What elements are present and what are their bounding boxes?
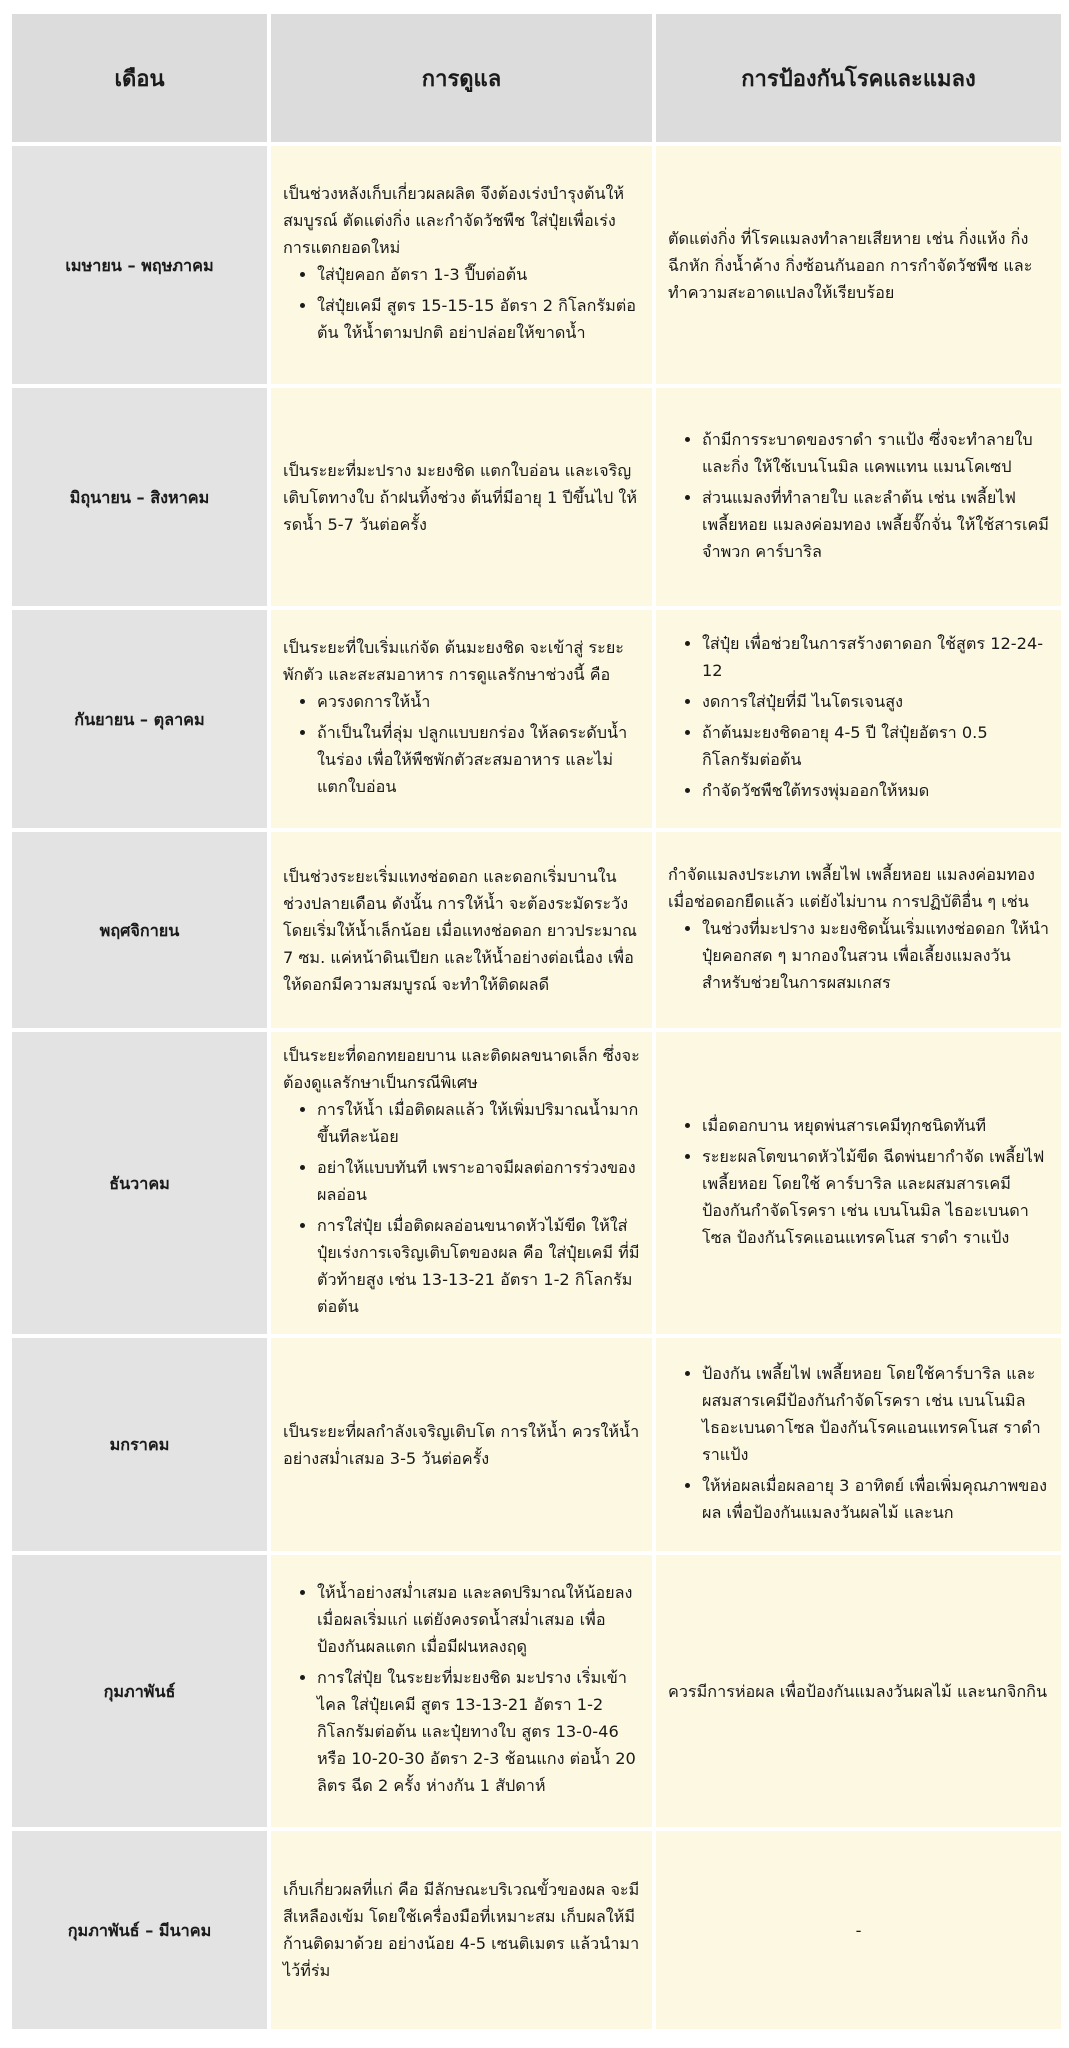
list-item: • งดการใส่ปุ๋ยที่มี ไนโตรเจนสูง (702, 688, 1049, 715)
care-text: เป็นระยะที่ใบเริ่มแก่จัด ต้นมะยงชิด จะเข้าสู่ ระยะพักตัว และสะสมอาหาร การดูแลรักษาช่วงนี้ คือ (283, 638, 625, 684)
list-item: • การใส่ปุ๋ย เมื่อติดผลอ่อนขนาดหัวไม้ขีด ให้ใส่ปุ๋ยเร่งการเจริญเติบโตของผล คือ ใส่ปุ๋ยเคมี ที่มีตัวท้ายสูง เช่น 13-13-21 อัตรา 1-2 กิโลกรัมต่อต้น (317, 1212, 640, 1320)
month-cell: เมษายน – พฤษภาคม (12, 146, 267, 384)
list-item: • ในช่วงที่มะปราง มะยงชิดนั้นเริ่มแทงช่อดอก ให้นำปุ๋ยคอกสด ๆ มากองในสวน เพื่อเลี้ยงแมลงวัน สำหรับช่วยในการผสมเกสร (702, 915, 1049, 996)
list-item: • ป้องกัน เพลี้ยไฟ เพลี้ยหอย โดยใช้คาร์บาริล และผสมสารเคมีป้องกันกำจัดโรครา เช่น เบนโนมิล ไธอะเบนดาโซล ป้องกันโรคแอนแทรคโนส ราดำ ราแป้ง (702, 1360, 1049, 1468)
month-cell: มิถุนายน – สิงหาคม (12, 388, 267, 606)
list-item: • ใส่ปุ๋ยเคมี สูตร 15-15-15 อัตรา 2 กิโลกรัมต่อต้น ให้น้ำตามปกติ อย่าปล่อยให้ขาดน้ำ (317, 292, 640, 346)
care-cell (271, 832, 652, 1028)
header-protection: การป้องกันโรคและแมลง (656, 14, 1061, 142)
list-item: • ระยะผลโตขนาดหัวไม้ขีด ฉีดพ่นยากำจัด เพลี้ยไฟ เพลี้ยหอย โดยใช้ คาร์บาริล และผสมสารเคมีป้องกันกำจัดโรครา เช่น เบนโนมิล ไธอะเบนดาโซล ป้องกันโรคแอนแทรคโนส ราดำ ราแป้ง (702, 1143, 1049, 1251)
care-cell (271, 1338, 652, 1551)
protection-cell (656, 1032, 1061, 1334)
table-row (12, 1032, 1061, 1334)
list-item: • ควรงดการให้น้ำ (317, 688, 640, 715)
care-text: เป็นช่วงระยะเริ่มแทงช่อดอก และดอกเริ่มบานในช่วงปลายเดือน ดังนั้น การให้น้ำ จะต้องระมัดระวัง โดยเริ่มให้น้ำเล็กน้อย เมื่อแทงช่อดอก ยาวประมาณ 7 ซม. แค่หน้าดินเปียก และให้น้ำอย่างต่อเนื่อง เพื่อให้ดอกมีความสมบูรณ์ จะทำให้ติดผลดี (283, 866, 637, 994)
header-row (12, 14, 1061, 142)
table-row (12, 1555, 1061, 1827)
table-row (12, 610, 1061, 828)
protection-text: ตัดแต่งกิ่ง ที่โรคแมลงทำลายเสียหาย เช่น กิ่งแห้ง กิ่งฉีกหัก กิ่งน้ำค้าง กิ่งซ้อนกันออก การกำจัดวัชพืช และทำความสะอาดแปลงให้เรียบร้อย (668, 228, 1033, 302)
list-item: • การใส่ปุ๋ย ในระยะที่มะยงชิด มะปราง เริ่มเข้าไคล ใส่ปุ๋ยเคมี สูตร 13-13-21 อัตรา 1-2 กิโลกรัมต่อต้น และปุ๋ยทางใบ สูตร 13-0-46 หรือ 10-20-30 อัตรา 2-3 ช้อนแกง ต่อน้ำ 20 ลิตร ฉีด 2 ครั้ง ห่างกัน 1 สัปดาห์ (317, 1664, 640, 1799)
month-cell: พฤศจิกายน (12, 832, 267, 1028)
list-item: • กำจัดวัชพืชใต้ทรงพุ่มออกให้หมด (702, 777, 1049, 804)
protection-cell (656, 146, 1061, 384)
list-item: • ถ้ามีการระบาดของราดำ ราแป้ง ซึ่งจะทำลายใบและกิ่ง ให้ใช้เบนโนมิล แคพแทน แมนโคเซป (702, 426, 1049, 480)
month-cell: กุมภาพันธ์ – มีนาคม (12, 1831, 267, 2029)
table-row (12, 388, 1061, 606)
header-month: เดือน (12, 14, 267, 142)
care-cell (271, 610, 652, 828)
list-item: • อย่าให้แบบทันที เพราะอาจมีผลต่อการร่วงของผลอ่อน (317, 1154, 640, 1208)
protection-text: ควรมีการห่อผล เพื่อป้องกันแมลงวันผลไม้ และนกจิกกิน (668, 1681, 1048, 1701)
month-cell: ธันวาคม (12, 1032, 267, 1334)
protection-text: - (855, 1920, 862, 1940)
protection-list (668, 1112, 1049, 1251)
list-item: • ใส่ปุ๋ยคอก อัตรา 1-3 ปี๊บต่อต้น (317, 261, 640, 288)
protection-list (668, 630, 1049, 804)
care-list (283, 1579, 640, 1799)
care-cell (271, 146, 652, 384)
care-schedule-table (8, 10, 1065, 2033)
list-item: • เมื่อดอกบาน หยุดพ่นสารเคมีทุกชนิดทันที (702, 1112, 1049, 1139)
list-item: • ให้ห่อผลเมื่อผลอายุ 3 อาทิตย์ เพื่อเพิ่มคุณภาพของผล เพื่อป้องกันแมลงวันผลไม้ และนก (702, 1472, 1049, 1526)
protection-list (668, 426, 1049, 565)
care-cell (271, 1555, 652, 1827)
list-item: • ถ้าต้นมะยงชิดอายุ 4-5 ปี ใส่ปุ๋ยอัตรา 0.5 กิโลกรัมต่อต้น (702, 719, 1049, 773)
care-cell (271, 388, 652, 606)
table-row (12, 1338, 1061, 1551)
care-list (283, 1096, 640, 1320)
header-care: การดูแล (271, 14, 652, 142)
table-row (12, 146, 1061, 384)
protection-cell (656, 1338, 1061, 1551)
protection-cell (656, 832, 1061, 1028)
care-cell (271, 1032, 652, 1334)
month-cell: กันยายน – ตุลาคม (12, 610, 267, 828)
protection-cell (656, 388, 1061, 606)
list-item: • การให้น้ำ เมื่อติดผลแล้ว ให้เพิ่มปริมาณน้ำมากขึ้นทีละน้อย (317, 1096, 640, 1150)
table-row (12, 1831, 1061, 2029)
care-text: เป็นระยะที่ดอกทยอยบาน และติดผลขนาดเล็ก ซึ่งจะต้องดูแลรักษาเป็นกรณีพิเศษ (283, 1046, 640, 1092)
protection-list (668, 1360, 1049, 1526)
list-item: • ถ้าเป็นในที่ลุ่ม ปลูกแบบยกร่อง ให้ลดระดับน้ำในร่อง เพื่อให้พืชพักตัวสะสมอาหาร และไม่แตกใบอ่อน (317, 719, 640, 800)
protection-cell (656, 1831, 1061, 2029)
protection-cell (656, 610, 1061, 828)
list-item: • ส่วนแมลงที่ทำลายใบ และลำต้น เช่น เพลี้ยไฟ เพลี้ยหอย แมลงค่อมทอง เพลี้ยจั๊กจั่น ให้ใช้สารเคมีจำพวก คาร์บาริล (702, 484, 1049, 565)
protection-list (668, 915, 1049, 996)
month-cell: กุมภาพันธ์ (12, 1555, 267, 1827)
protection-cell (656, 1555, 1061, 1827)
care-text: เก็บเกี่ยวผลที่แก่ คือ มีลักษณะบริเวณขั้วของผล จะมีสีเหลืองเข้ม โดยใช้เครื่องมือที่เหมาะสม เก็บผลให้มีก้านติดมาด้วย อย่างน้อย 4-5 เซนติเมตร แล้วนำมาไว้ที่ร่ม (283, 1880, 640, 1980)
care-cell (271, 1831, 652, 2029)
table-body (12, 146, 1061, 2029)
list-item: • ให้น้ำอย่างสม่ำเสมอ และลดปริมาณให้น้อยลงเมื่อผลเริ่มแก่ แต่ยังคงรดน้ำสม่ำเสมอ เพื่อป้องกันผลแตก เมื่อมีฝนหลงฤดู (317, 1579, 640, 1660)
care-text: เป็นช่วงหลังเก็บเกี่ยวผลผลิต จึงต้องเร่งบำรุงต้นให้สมบูรณ์ ตัดแต่งกิ่ง และกำจัดวัชพืช ใส่ปุ๋ยเพื่อเร่งการแตกยอดใหม่ (283, 184, 625, 257)
list-item: • ใส่ปุ๋ย เพื่อช่วยในการสร้างตาดอก ใช้สูตร 12-24-12 (702, 630, 1049, 684)
month-cell: มกราคม (12, 1338, 267, 1551)
table-row (12, 832, 1061, 1028)
care-text: เป็นระยะที่มะปราง มะยงชิด แตกใบอ่อน และเจริญเติบโตทางใบ ถ้าฝนทิ้งช่วง ต้นที่มีอายุ 1 ปีขึ้นไป ให้รดน้ำ 5-7 วันต่อครั้ง (283, 460, 638, 534)
table-header (12, 14, 1061, 142)
care-text: เป็นระยะที่ผลกำลังเจริญเติบโต การให้น้ำ ควรให้น้ำอย่างสม่ำเสมอ 3-5 วันต่อครั้ง (283, 1421, 640, 1468)
protection-text: กำจัดแมลงประเภท เพลี้ยไฟ เพลี้ยหอย แมลงค่อมทอง เมื่อช่อดอกยืดแล้ว แต่ยังไม่บาน การปฏิบัติอื่น ๆ เช่น (668, 864, 1035, 911)
care-list (283, 261, 640, 346)
care-list (283, 688, 640, 800)
